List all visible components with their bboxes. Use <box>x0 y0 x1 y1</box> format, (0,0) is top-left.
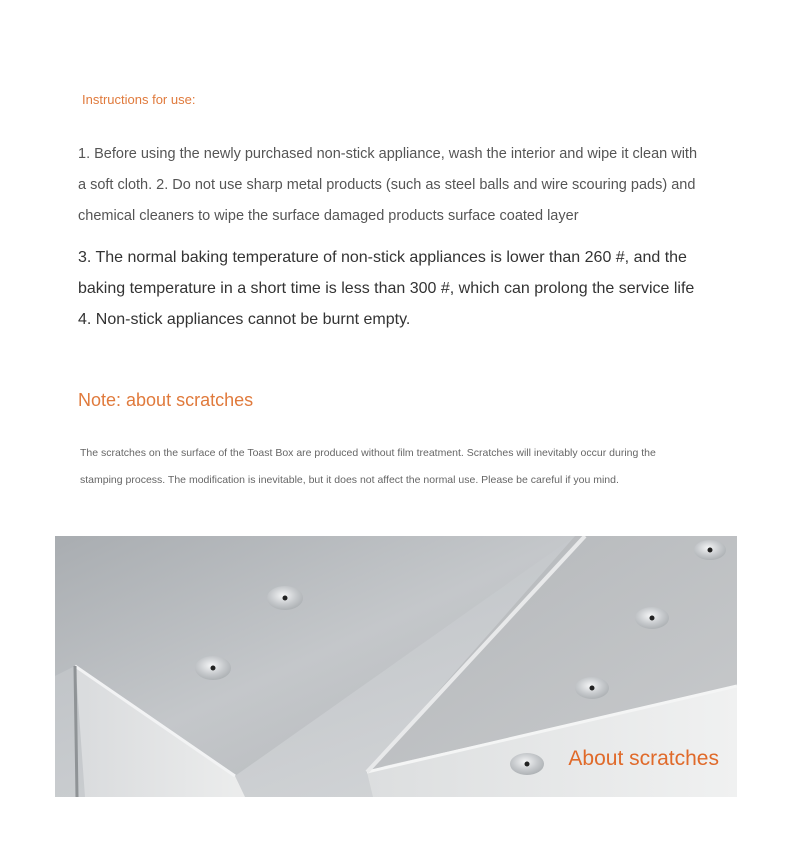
note-body <box>80 440 720 494</box>
instructions-line: 1. Before using the newly purchased non-stick appliance, wash the interior and wipe it clean with <box>78 146 698 162</box>
photo-caption: About scratches <box>568 747 719 770</box>
note-line: The scratches on the surface of the Toast Box are produced without film treatment. Scratches will inevitably occur during the <box>80 447 656 459</box>
instructions-line: chemical cleaners to wipe the surface damaged products surface coated layer <box>78 208 579 224</box>
instructions-paragraph-1 <box>78 139 718 232</box>
instructions-paragraph-2 <box>78 242 728 335</box>
instructions-title: Instructions for use: <box>82 92 196 107</box>
toast-box-photo <box>55 536 737 797</box>
note-line: stamping process. The modification is inevitable, but it does not affect the normal use. Please be careful if you mind. <box>80 474 619 486</box>
instructions-line: baking temperature in a short time is less than 300 #, which can prolong the service life <box>78 280 695 297</box>
note-title: Note: about scratches <box>78 390 254 410</box>
instructions-line: 4. Non-stick appliances cannot be burnt empty. <box>78 311 411 328</box>
instructions-line: a soft cloth. 2. Do not use sharp metal products (such as steel balls and wire scouring pads) and <box>78 177 696 193</box>
instructions-line: 3. The normal baking temperature of non-stick appliances is lower than 260 #, and the <box>78 249 687 266</box>
